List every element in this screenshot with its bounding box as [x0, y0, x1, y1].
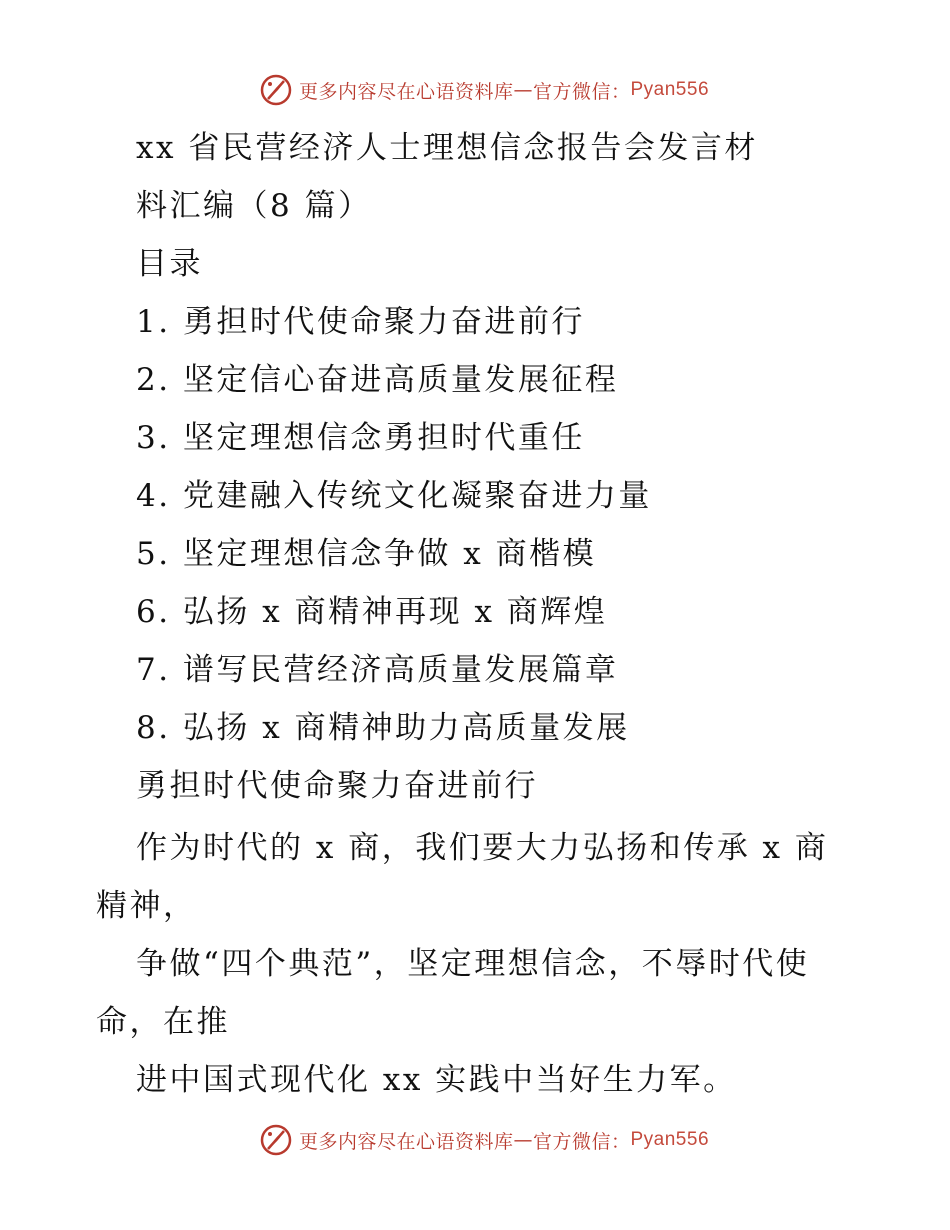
document-title-line-1: xx 省民营经济人士理想信念报告会发言材 — [136, 130, 758, 166]
watermark-wechat-id: Pyan556 — [630, 79, 710, 100]
paragraph-line: 争做“四个典范”，坚定理想信念，不辱时代使 — [136, 946, 810, 982]
watermark-group — [259, 1123, 709, 1157]
watermark-separator: — — [513, 1129, 533, 1151]
paragraph-line: 作为时代的 x 商，我们要大力弘扬和传承 x 商 — [136, 830, 829, 866]
toc-item: 8. 弘扬 x 商精神助力高质量发展 — [136, 710, 630, 746]
toc-item: 1. 勇担时代使命聚力奋进前行 — [136, 304, 585, 340]
toc-item: 4. 党建融入传统文化凝聚奋进力量 — [136, 478, 652, 514]
paragraph-line: 进中国式现代化 xx 实践中当好生力军。 — [136, 1062, 737, 1098]
watermark-text: 更多内容尽在心语资料库 — [298, 1130, 514, 1153]
toc-item: 3. 坚定理想信念勇担时代重任 — [136, 420, 585, 456]
quill-logo-icon — [259, 1123, 293, 1157]
toc-item: 6. 弘扬 x 商精神再现 x 商辉煌 — [136, 594, 608, 630]
toc-item: 7. 谱写民营经济高质量发展篇章 — [136, 652, 619, 688]
footer-watermark — [0, 1120, 950, 1160]
watermark-official: 官方微信： — [532, 1130, 631, 1153]
toc-heading: 目录 — [136, 246, 203, 282]
paragraph-line: 命，在推 — [96, 1004, 230, 1040]
watermark-separator: — — [513, 79, 533, 101]
header-watermark — [0, 70, 950, 110]
watermark-official: 官方微信： — [532, 80, 631, 103]
toc-item: 2. 坚定信心奋进高质量发展征程 — [136, 362, 619, 398]
watermark-wechat-id: Pyan556 — [630, 1129, 710, 1150]
watermark-text: 更多内容尽在心语资料库 — [298, 80, 514, 103]
paragraph-line: 精神， — [96, 888, 197, 924]
toc-item: 5. 坚定理想信念争做 x 商楷模 — [136, 536, 597, 572]
quill-logo-icon — [259, 73, 293, 107]
watermark-group — [259, 73, 709, 107]
section-heading: 勇担时代使命聚力奋进前行 — [136, 768, 538, 804]
document-title-line-2: 料汇编（8 篇） — [136, 188, 372, 224]
